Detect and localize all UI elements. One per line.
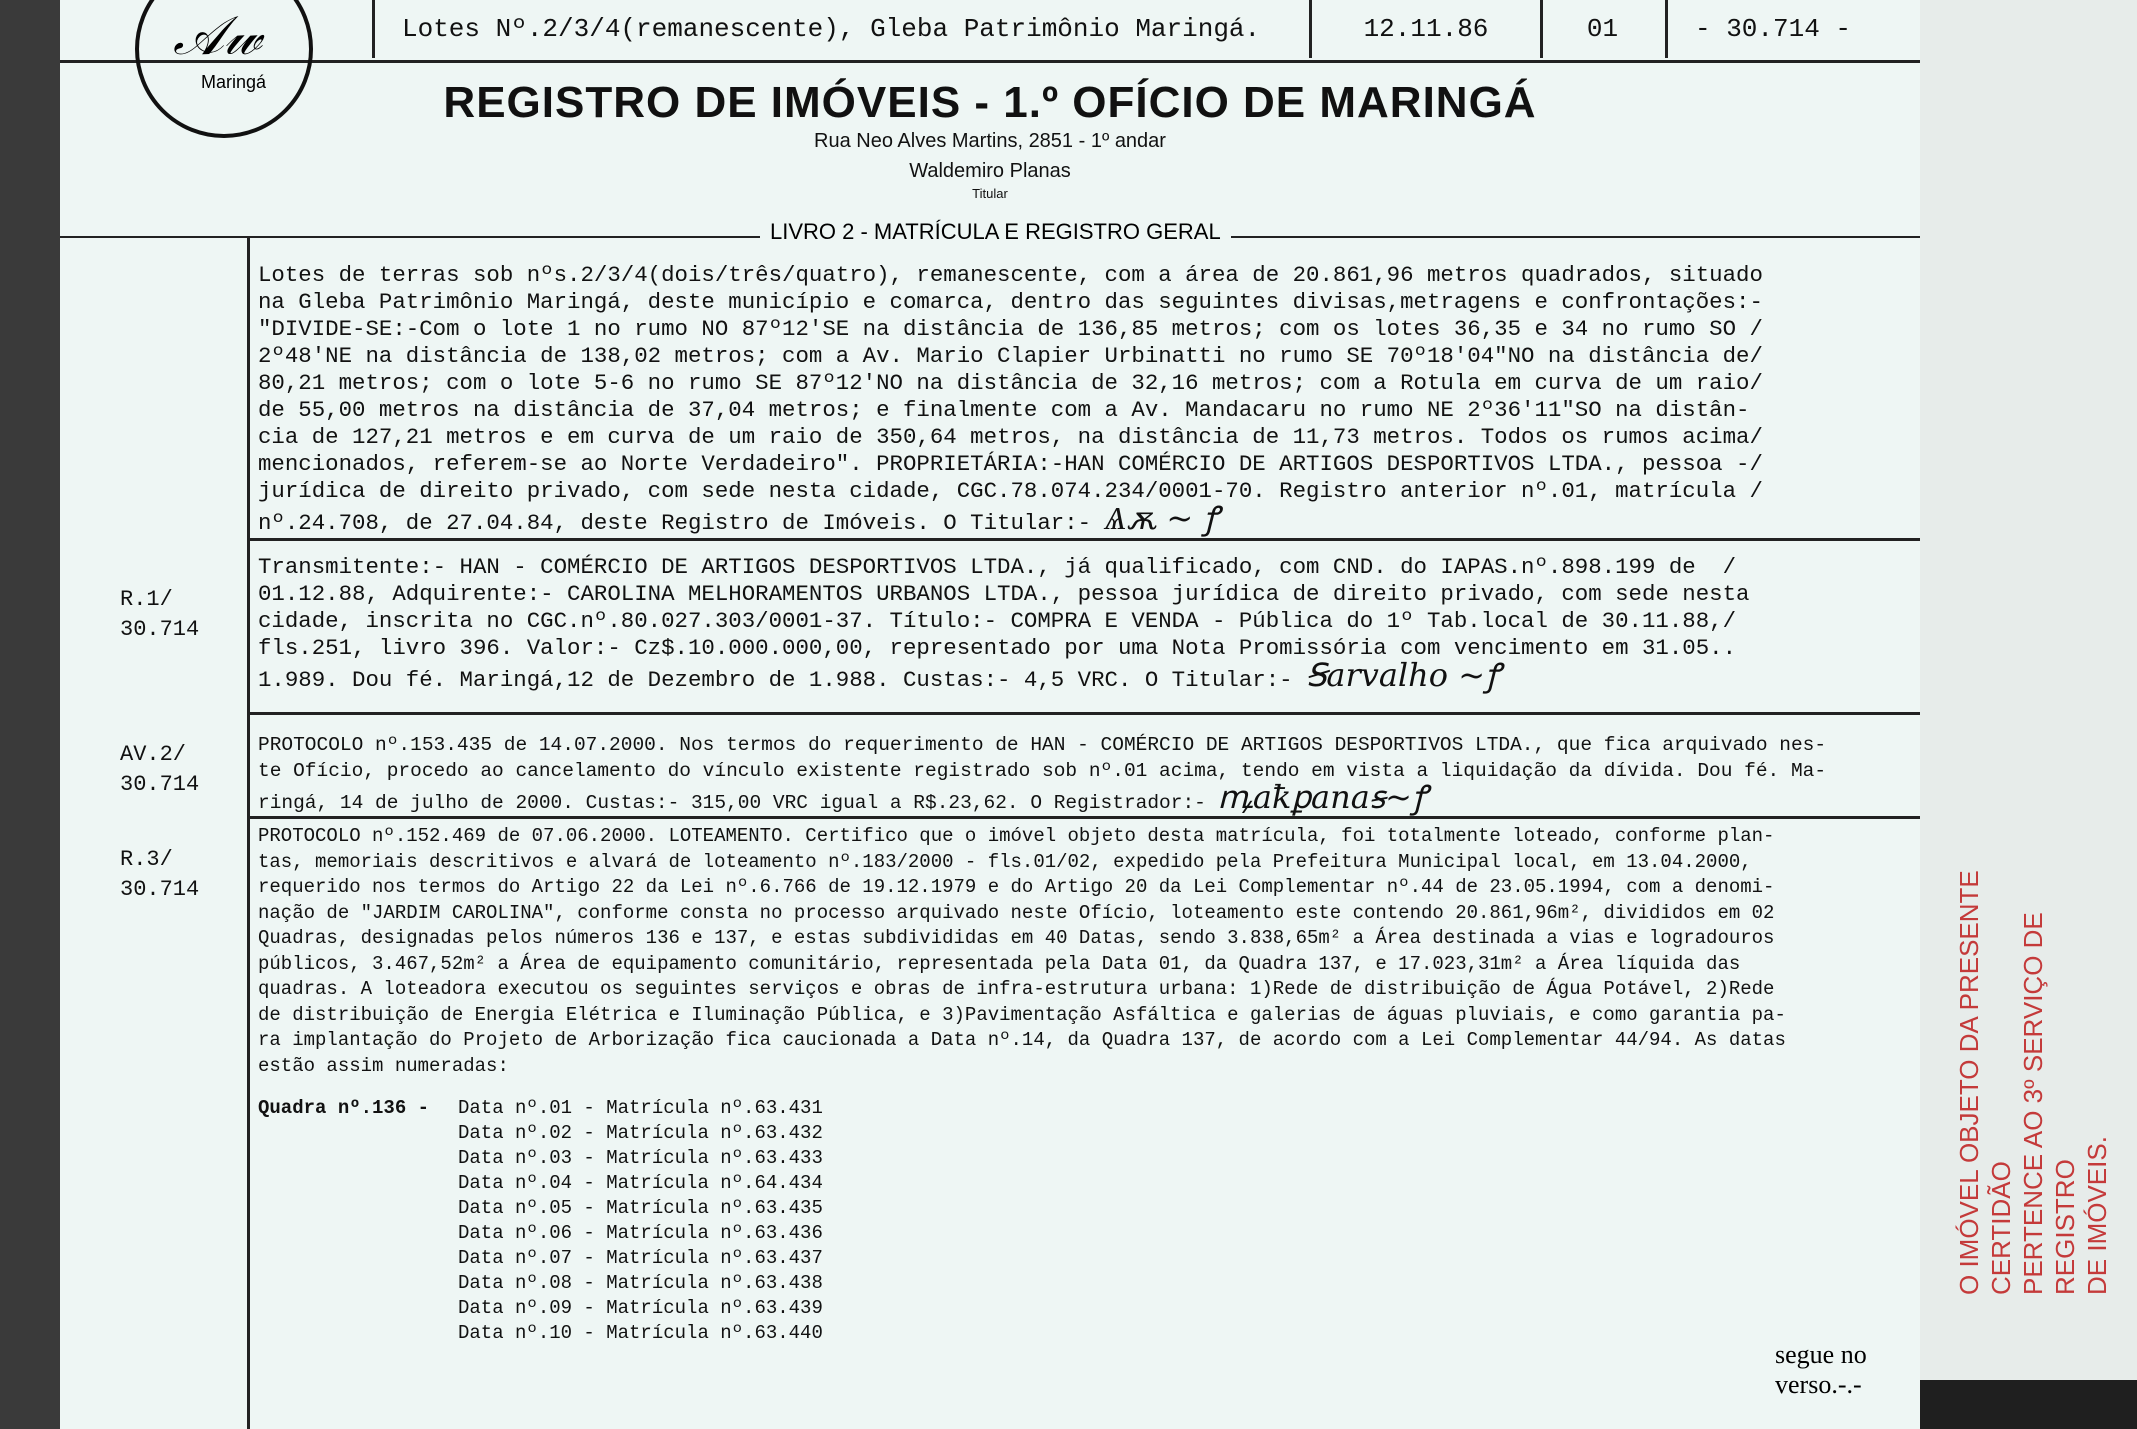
header-row — [60, 0, 1920, 63]
list-item — [258, 1221, 1914, 1246]
quadra-row: Data nº.05 - Matrícula nº.63.435 — [458, 1197, 823, 1219]
description-line: jurídica de direito privado, com sede nesta cidade, CGC.78.074.234/0001-70. Registro anterior nº.01, matrícula / — [258, 478, 1763, 504]
description-line: 80,21 metros; com o lote 5-6 no rumo SE 87º12'NO na distância de 32,16 metros; com a Rotula em curva de um raio/ — [258, 370, 1763, 396]
entry-label-line: 30.714 — [120, 617, 200, 642]
list-item — [258, 1271, 1914, 1296]
entry-label-line: R.3/ — [120, 847, 173, 872]
quadra-row: Data nº.01 - Matrícula nº.63.431 — [458, 1097, 823, 1119]
entry-rule — [250, 538, 1920, 541]
list-item — [258, 1321, 1914, 1346]
description-line: "DIVIDE-SE:-Com o lote 1 no rumo NO 87º12'SE na distância de 136,85 metros; com os lotes 36,35 e 34 no rumo SO / — [258, 316, 1763, 342]
description-line-text: nº.24.708, de 27.04.84, deste Registro de Imóveis. O Titular:- — [258, 510, 1092, 536]
entry-label-r1 — [120, 585, 250, 645]
quadra-label: Quadra nº.136 - — [258, 1097, 430, 1119]
office-holder: Waldemiro Planas — [909, 160, 1071, 182]
entry-line-text: ringá, 14 de julho de 2000. Custas:- 315,00 VRC igual a R$.23,62. O Registrador:- — [258, 792, 1206, 814]
entry-line-text: 1.989. Dou fé. Maringá,12 de Dezembro de 1.988. Custas:- 4,5 VRC. O Titular:- — [258, 667, 1293, 693]
property-description — [258, 262, 1914, 537]
continues-on-back: segue no verso.-.- — [1775, 1340, 1867, 1399]
entry-rule — [250, 816, 1920, 819]
entry-line: PROTOCOLO nº.153.435 de 14.07.2000. Nos termos do requerimento de HAN - COMÉRCIO DE ARTIGOS DESPORTIVOS LTDA., que fica arquivado nes- — [258, 734, 1827, 756]
entry-line: requerido nos termos do Artigo 22 da Lei nº.6.766 de 19.12.1979 e do Artigo 20 da Lei Complementar nº.44 de 23.05.1994, com a denomi- — [258, 876, 1775, 898]
header-matricula: - 30.714 - — [1695, 14, 1852, 44]
entry-r3 — [258, 824, 1914, 1079]
list-item — [258, 1171, 1914, 1196]
quadra-row: Data nº.03 - Matrícula nº.63.433 — [458, 1147, 823, 1169]
list-item — [258, 1121, 1914, 1146]
entry-label-r3 — [120, 845, 250, 905]
titular-signature: Ѧѫ ~ ꝭ — [1104, 499, 1219, 537]
quadra-row: Data nº.06 - Matrícula nº.63.436 — [458, 1222, 823, 1244]
quadra-row: Data nº.09 - Matrícula nº.63.439 — [458, 1297, 823, 1319]
stamp-line: O IMÓVEL OBJETO DA PRESENTE CERTIDÃO — [1954, 870, 2016, 1295]
description-line: cia de 127,21 metros e em curva de um raio de 350,64 metros, na distância de 11,73 metros. Todos os rumos acima/ — [258, 424, 1763, 450]
quadra-row: Data nº.07 - Matrícula nº.63.437 — [458, 1247, 823, 1269]
entry-line: públicos, 3.467,52m² a Área de equipamento comunitário, representada pela Data 01, da Quadra 137, e 17.023,31m² a Área líquida das — [258, 952, 1741, 975]
entry-line: ra implantação do Projeto de Arborização fica caucionada a Data nº.14, da Quadra 137, de acordo com a Lei Complementar 44/94. As datas — [258, 1029, 1786, 1051]
entry-label-line: 30.714 — [120, 877, 200, 902]
header-description: Lotes Nº.2/3/4(remanescente), Gleba Patrimônio Maringá. — [372, 0, 1312, 58]
entry-line: Transmitente:- HAN - COMÉRCIO DE ARTIGOS DESPORTIVOS LTDA., já qualificado, com CND. do IAPAS.nº.898.199 de / — [258, 554, 1737, 580]
entry-line: PROTOCOLO nº.152.469 de 07.06.2000. LOTEAMENTO. Certifico que o imóvel objeto desta matrícula, foi totalmente loteado, conforme plan- — [258, 825, 1775, 847]
description-line: de 55,00 metros na distância de 37,04 metros; e finalmente com a Av. Mandacaru no rumo NE 2º36'11"SO na distân- — [258, 397, 1750, 423]
entry-line — [258, 778, 1914, 816]
entry-line: tas, memoriais descritivos e alvará de loteamento nº.183/2000 - fls.01/02, expedido pela Prefeitura Municipal local, em 13.04.2000, — [258, 850, 1752, 873]
office-title: REGISTRO DE IMÓVEIS - 1.º OFÍCIO DE MARINGÁ — [443, 78, 1537, 127]
list-item — [258, 1296, 1914, 1321]
margin-rule — [247, 236, 250, 1429]
entry-label-line: AV.2/ — [120, 742, 187, 767]
office-holder-role: Titular — [972, 186, 1008, 201]
list-item — [258, 1146, 1914, 1171]
quadra-list — [258, 1096, 1914, 1346]
entry-line: nação de "JARDIM CAROLINA", conforme consta no processo arquivado neste Ofício, loteamento este contendo 20.861,96m², divididos em 02 — [258, 901, 1775, 924]
registrar-signature: ꝳaꝁꝑanaꞩ~ꝭ — [1217, 778, 1428, 816]
bottom-film-edge — [1920, 1380, 2137, 1429]
entry-label-line: R.1/ — [120, 587, 173, 612]
quadra-row: Data nº.08 - Matrícula nº.63.438 — [458, 1272, 823, 1294]
seal-city: Maringá — [201, 72, 267, 92]
entry-line: fls.251, livro 396. Valor:- Cz$.10.000.000,00, representado por uma Nota Promissória com vencimento em 31.05.. — [258, 635, 1737, 661]
description-line: na Gleba Patrimônio Maringá, deste município e comarca, dentro das seguintes divisas,metragens e confrontações:- — [258, 289, 1763, 315]
header-date: 12.11.86 — [1312, 0, 1543, 58]
left-film-edge — [0, 0, 60, 1429]
header-sheet: 01 — [1540, 0, 1668, 58]
entry-line: te Ofício, procedo ao cancelamento do vínculo existente registrado sob nº.01 acima, tendo em vista a liquidação da dívida. Dou fé. Ma- — [258, 760, 1827, 782]
entry-line: estão assim numeradas: — [258, 1054, 509, 1077]
entry-line: quadras. A loteadora executou os seguintes serviços e obras de infra-estrutura urbana: 1)Rede de distribuição de Água Potável, 2)Rede — [258, 978, 1775, 1000]
quadra-row: Data nº.02 - Matrícula nº.63.432 — [458, 1122, 823, 1144]
description-line: 2º48'NE na distância de 138,02 metros; com a Av. Mario Clapier Urbinatti no rumo SE 70º18'04"NO na distância de/ — [258, 343, 1763, 369]
entry-line — [258, 656, 1914, 694]
list-item — [258, 1246, 1914, 1271]
list-item — [258, 1096, 1914, 1121]
entry-label-line: 30.714 — [120, 772, 200, 797]
document-sheet — [60, 0, 1920, 1429]
side-stamp — [1953, 835, 2113, 1295]
description-line: Lotes de terras sob nºs.2/3/4(dois/três/quatro), remanescente, com a área de 20.861,96 metros quadrados, situado — [258, 262, 1763, 288]
titular-signature: Ꞩarvalho ~ꝭ — [1306, 656, 1501, 694]
list-item — [258, 1196, 1914, 1221]
entry-line: cidade, inscrita no CGC.nº.80.027.303/0001-37. Título:- COMPRA E VENDA - Pública do 1º Tab.local de 30.11.88,/ — [258, 608, 1737, 634]
entry-line: de distribuição de Energia Elétrica e Iluminação Pública, e 3)Pavimentação Asfáltica e galerias de águas pluviais, e como garantia pa- — [258, 1003, 1786, 1026]
quadra-row: Data nº.04 - Matrícula nº.64.434 — [458, 1172, 823, 1194]
description-line — [258, 499, 1914, 537]
entry-label-av2 — [120, 740, 250, 800]
entry-r1 — [258, 554, 1914, 694]
book-label: LIVRO 2 - MATRÍCULA E REGISTRO GERAL — [760, 219, 1231, 245]
entry-av2 — [258, 732, 1914, 816]
office-address: Rua Neo Alves Martins, 2851 - 1º andar — [814, 130, 1166, 152]
description-line: mencionados, referem-se ao Norte Verdadeiro". PROPRIETÁRIA:-HAN COMÉRCIO DE ARTIGOS DESPORTIVOS LTDA., pessoa -/ — [258, 451, 1763, 477]
seal-signature-icon: 𝒜𝓌 — [173, 4, 262, 67]
entry-line: Quadras, designadas pelos números 136 e 137, e estas subdivididas em 40 Datas, sendo 3.838,65m² a Área destinada a vias e logradouros — [258, 927, 1775, 949]
stamp-line: DE IMÓVEIS. — [2082, 1136, 2112, 1295]
quadra-row: Data nº.10 - Matrícula nº.63.440 — [458, 1322, 823, 1344]
entry-line: 01.12.88, Adquirente:- CAROLINA MELHORAMENTOS URBANOS LTDA., pessoa jurídica de direito privado, com sede nesta — [258, 581, 1750, 607]
stamp-line: PERTENCE AO 3º SERVIÇO DE REGISTRO — [2018, 912, 2080, 1295]
entry-rule — [250, 712, 1920, 715]
